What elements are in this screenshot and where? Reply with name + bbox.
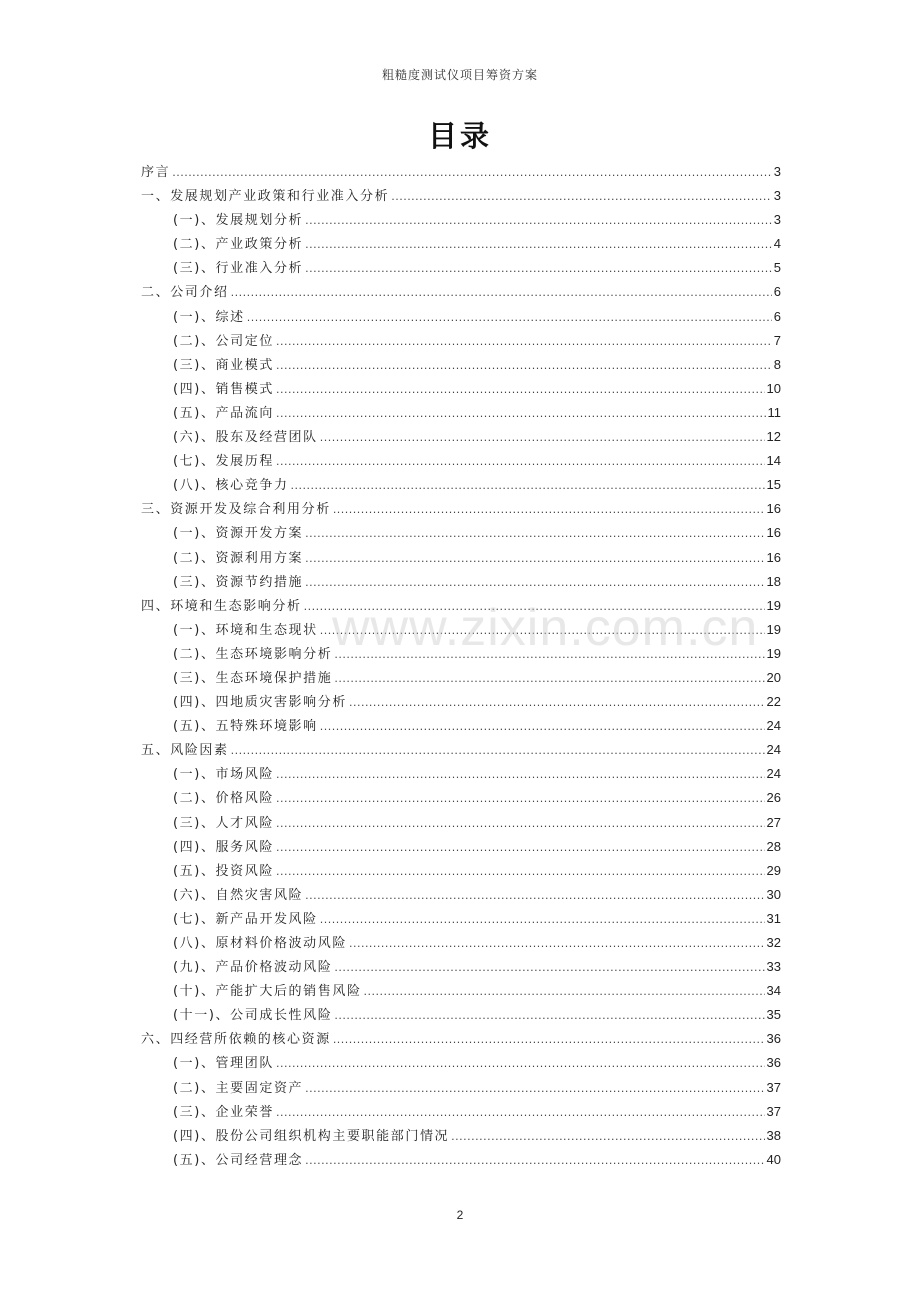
toc-dot-leader bbox=[334, 643, 764, 667]
toc-entry[interactable] bbox=[141, 208, 781, 232]
toc-dot-leader bbox=[276, 1101, 765, 1125]
toc-entry[interactable] bbox=[141, 1148, 781, 1172]
toc-dot-leader bbox=[320, 908, 765, 932]
toc-entry-page: 31 bbox=[766, 910, 781, 926]
toc-entry-page: 38 bbox=[766, 1127, 781, 1143]
toc-entry-label: (一)、综述 bbox=[173, 309, 245, 325]
toc-entry-page: 33 bbox=[766, 959, 781, 975]
toc-entry-page: 19 bbox=[766, 621, 781, 637]
toc-entry-label: (三)、生态环境保护措施 bbox=[173, 670, 333, 686]
toc-entry-label: (六)、自然灾害风险 bbox=[173, 887, 304, 903]
toc-dot-leader bbox=[333, 498, 765, 522]
toc-entry-page: 19 bbox=[766, 597, 781, 613]
toc-dot-leader bbox=[391, 185, 772, 209]
toc-entry-page: 6 bbox=[773, 284, 781, 300]
toc-dot-leader bbox=[305, 1149, 764, 1173]
toc-entry-label: (五)、公司经营理念 bbox=[173, 1152, 304, 1168]
toc-entry-page: 26 bbox=[766, 790, 781, 806]
running-header: 粗糙度测试仪项目筹资方案 bbox=[381, 68, 538, 82]
toc-entry-page: 4 bbox=[773, 236, 781, 252]
toc-dot-leader bbox=[305, 209, 772, 233]
toc-entry[interactable] bbox=[141, 738, 781, 762]
toc-entry-label: 六、四经营所依赖的核心资源 bbox=[141, 1032, 331, 1048]
toc-dot-leader bbox=[276, 787, 765, 811]
toc-dot-leader bbox=[349, 932, 765, 956]
toc-entry[interactable] bbox=[141, 1027, 781, 1051]
toc-entry-page: 3 bbox=[773, 212, 781, 228]
toc-entry-page: 27 bbox=[766, 814, 781, 830]
toc-entry-page: 37 bbox=[766, 1103, 781, 1119]
toc-entry[interactable] bbox=[141, 666, 781, 690]
toc-entry-page: 30 bbox=[766, 886, 781, 902]
toc-entry-label: (九)、产品价格波动风险 bbox=[173, 960, 333, 976]
toc-entry-page: 6 bbox=[773, 308, 781, 324]
toc-entry[interactable] bbox=[141, 762, 781, 786]
toc-entry[interactable] bbox=[141, 690, 781, 714]
toc-dot-leader bbox=[291, 474, 765, 498]
toc-entry[interactable] bbox=[141, 377, 781, 401]
toc-entry[interactable] bbox=[141, 232, 781, 256]
toc-dot-leader bbox=[305, 522, 764, 546]
toc-dot-leader bbox=[451, 1125, 764, 1149]
toc-entry[interactable] bbox=[141, 594, 781, 618]
toc-entry-label: (五)、五特殊环境影响 bbox=[173, 719, 318, 735]
toc-dot-leader bbox=[276, 763, 765, 787]
toc-entry-label: (一)、管理团队 bbox=[173, 1056, 274, 1072]
toc-entry-page: 11 bbox=[767, 404, 781, 420]
toc-entry-page: 3 bbox=[773, 188, 781, 204]
toc-entry[interactable] bbox=[141, 811, 781, 835]
page-number: 2 bbox=[456, 1208, 464, 1222]
toc-entry-label: 五、风险因素 bbox=[141, 743, 229, 759]
toc-entry-label: (一)、发展规划分析 bbox=[173, 213, 304, 229]
toc-entry[interactable] bbox=[141, 1124, 781, 1148]
toc-entry-label: (二)、价格风险 bbox=[173, 791, 274, 807]
toc-dot-leader bbox=[247, 306, 772, 330]
toc-entry[interactable] bbox=[141, 618, 781, 642]
toc-entry-page: 10 bbox=[766, 380, 781, 396]
toc-entry[interactable] bbox=[141, 1076, 781, 1100]
toc-entry-page: 12 bbox=[766, 429, 781, 445]
toc-dot-leader bbox=[305, 571, 764, 595]
toc-entry-label: 二、公司介绍 bbox=[141, 285, 229, 301]
toc-entry[interactable] bbox=[141, 979, 781, 1003]
toc-entry-page: 15 bbox=[766, 477, 781, 493]
toc-entry[interactable] bbox=[141, 642, 781, 666]
toc-entry-label: (四)、服务风险 bbox=[173, 839, 274, 855]
toc-entry[interactable] bbox=[141, 401, 781, 425]
toc-entry-page: 36 bbox=[766, 1055, 781, 1071]
toc-entry-page: 19 bbox=[766, 645, 781, 661]
toc-entry-page: 24 bbox=[766, 766, 781, 782]
toc-entry-label: (一)、资源开发方案 bbox=[173, 526, 304, 542]
toc-entry[interactable] bbox=[141, 521, 781, 545]
toc-entry[interactable] bbox=[141, 256, 781, 280]
toc-entry[interactable] bbox=[141, 714, 781, 738]
toc-entry-label: (二)、产业政策分析 bbox=[173, 237, 304, 253]
toc-dot-leader bbox=[276, 354, 772, 378]
toc-entry-page: 32 bbox=[766, 935, 781, 950]
toc-dot-leader bbox=[276, 330, 772, 354]
toc-entry-label: (三)、资源节约措施 bbox=[173, 574, 304, 590]
toc-entry-page: 20 bbox=[766, 669, 781, 685]
toc-entry[interactable] bbox=[141, 931, 781, 955]
toc-entry-page: 37 bbox=[766, 1079, 781, 1095]
toc-entry[interactable] bbox=[141, 883, 781, 907]
toc-entry-page: 14 bbox=[766, 453, 781, 469]
toc-entry-page: 36 bbox=[766, 1031, 781, 1047]
toc-entry-label: (三)、行业准入分析 bbox=[173, 261, 304, 277]
toc-dot-leader bbox=[305, 547, 764, 571]
toc-entry[interactable] bbox=[141, 160, 781, 184]
toc-entry-page: 24 bbox=[766, 718, 781, 734]
toc-entry[interactable] bbox=[141, 786, 781, 810]
toc-entry-page: 7 bbox=[773, 332, 781, 348]
toc-dot-leader bbox=[305, 257, 772, 281]
toc-entry[interactable] bbox=[141, 907, 781, 931]
toc-entry-label: (七)、新产品开发风险 bbox=[173, 911, 318, 927]
toc-entry-label: 四、环境和生态影响分析 bbox=[141, 598, 302, 614]
toc-entry-page: 16 bbox=[766, 549, 781, 565]
toc-entry[interactable] bbox=[141, 329, 781, 353]
toc-entry-label: 序言 bbox=[141, 165, 171, 180]
toc-entry-label: (一)、环境和生态现状 bbox=[173, 622, 318, 638]
toc-entry[interactable] bbox=[141, 184, 781, 208]
toc-dot-leader bbox=[334, 1004, 764, 1028]
toc-entry-page: 29 bbox=[766, 862, 781, 878]
toc-entry-label: (十)、产能扩大后的销售风险 bbox=[173, 984, 362, 1000]
toc-entry[interactable] bbox=[141, 955, 781, 979]
toc-entry-label: (二)、公司定位 bbox=[173, 333, 274, 349]
toc-entry[interactable] bbox=[141, 425, 781, 449]
toc-dot-leader bbox=[304, 595, 765, 619]
toc-entry[interactable] bbox=[141, 1051, 781, 1075]
toc-entry[interactable] bbox=[141, 546, 781, 570]
toc-entry-page: 35 bbox=[766, 1007, 781, 1023]
toc-entry[interactable] bbox=[141, 1100, 781, 1124]
toc-dot-leader bbox=[320, 715, 765, 739]
toc-dot-leader bbox=[276, 402, 766, 426]
toc-dot-leader bbox=[276, 450, 765, 474]
toc-entry[interactable] bbox=[141, 570, 781, 594]
toc-entry-label: (二)、资源利用方案 bbox=[173, 550, 304, 566]
toc-dot-leader bbox=[320, 426, 765, 450]
toc-title: 目录 bbox=[427, 119, 492, 153]
toc-dot-leader bbox=[276, 836, 765, 860]
toc-entry-label: 一、发展规划产业政策和行业准入分析 bbox=[141, 189, 390, 205]
toc-entry[interactable] bbox=[141, 353, 781, 377]
toc-entry-label: (二)、生态环境影响分析 bbox=[173, 646, 333, 662]
toc-entry-label: (五)、投资风险 bbox=[173, 863, 274, 879]
toc-entry-label: (三)、人才风险 bbox=[173, 815, 274, 831]
toc-dot-leader bbox=[305, 233, 772, 257]
toc-entry-page: 34 bbox=[766, 983, 781, 999]
toc-entry-page: 40 bbox=[766, 1151, 781, 1167]
toc-entry[interactable] bbox=[141, 473, 781, 497]
toc-entry[interactable] bbox=[141, 1003, 781, 1027]
toc-entry[interactable] bbox=[141, 305, 781, 329]
toc-entry-label: (三)、企业荣誉 bbox=[173, 1104, 274, 1120]
toc-entry-label: (四)、股份公司组织机构主要职能部门情况 bbox=[173, 1128, 450, 1144]
toc-entry-label: (六)、股东及经营团队 bbox=[173, 430, 318, 446]
toc-dot-leader bbox=[333, 1028, 765, 1052]
toc-entry-page: 18 bbox=[766, 573, 781, 589]
toc-entry-label: (七)、发展历程 bbox=[173, 454, 274, 470]
toc-dot-leader bbox=[364, 980, 765, 1004]
toc-dot-leader bbox=[276, 1052, 765, 1076]
toc-entry-page: 16 bbox=[766, 501, 781, 517]
toc-entry-label: (五)、产品流向 bbox=[173, 405, 274, 421]
toc-dot-leader bbox=[231, 281, 772, 305]
toc-entry[interactable] bbox=[141, 859, 781, 883]
toc-dot-leader bbox=[334, 667, 764, 691]
toc-entry-page: 3 bbox=[773, 164, 781, 179]
toc-dot-leader bbox=[231, 739, 765, 763]
toc-dot-leader bbox=[349, 691, 765, 715]
watermark: www.zixin.com.cn bbox=[332, 599, 759, 657]
toc-dot-leader bbox=[276, 860, 765, 884]
toc-entry[interactable] bbox=[141, 497, 781, 521]
toc-entry-page: 8 bbox=[773, 356, 781, 372]
toc-dot-leader bbox=[172, 161, 772, 185]
toc-entry[interactable] bbox=[141, 449, 781, 473]
toc-entry[interactable] bbox=[141, 280, 781, 304]
toc-entry-label: (四)、销售模式 bbox=[173, 381, 274, 397]
toc-dot-leader bbox=[276, 378, 765, 402]
toc-entry-page: 16 bbox=[766, 525, 781, 541]
toc-entry-label: (八)、原材料价格波动风险 bbox=[173, 936, 347, 951]
toc-dot-leader bbox=[305, 884, 764, 908]
toc-entry-label: (十一)、公司成长性风险 bbox=[173, 1008, 333, 1024]
toc-entry-page: 5 bbox=[773, 260, 781, 276]
toc-entry-page: 24 bbox=[766, 742, 781, 758]
toc-dot-leader bbox=[276, 812, 765, 836]
toc-entry-page: 28 bbox=[766, 838, 781, 854]
toc-entry-label: (八)、核心竞争力 bbox=[173, 478, 289, 494]
toc-entry-label: (二)、主要固定资产 bbox=[173, 1080, 304, 1096]
toc-entry-label: 三、资源开发及综合利用分析 bbox=[141, 502, 331, 518]
toc-dot-leader bbox=[334, 956, 764, 980]
toc-entry-page: 22 bbox=[766, 694, 781, 710]
toc-entry[interactable] bbox=[141, 835, 781, 859]
toc-entry-label: (四)、四地质灾害影响分析 bbox=[173, 695, 347, 711]
toc-dot-leader bbox=[305, 1077, 764, 1101]
toc-entry-label: (一)、市场风险 bbox=[173, 767, 274, 783]
toc-entry-label: (三)、商业模式 bbox=[173, 357, 274, 373]
toc-dot-leader bbox=[320, 619, 765, 643]
table-of-contents bbox=[141, 160, 781, 1172]
